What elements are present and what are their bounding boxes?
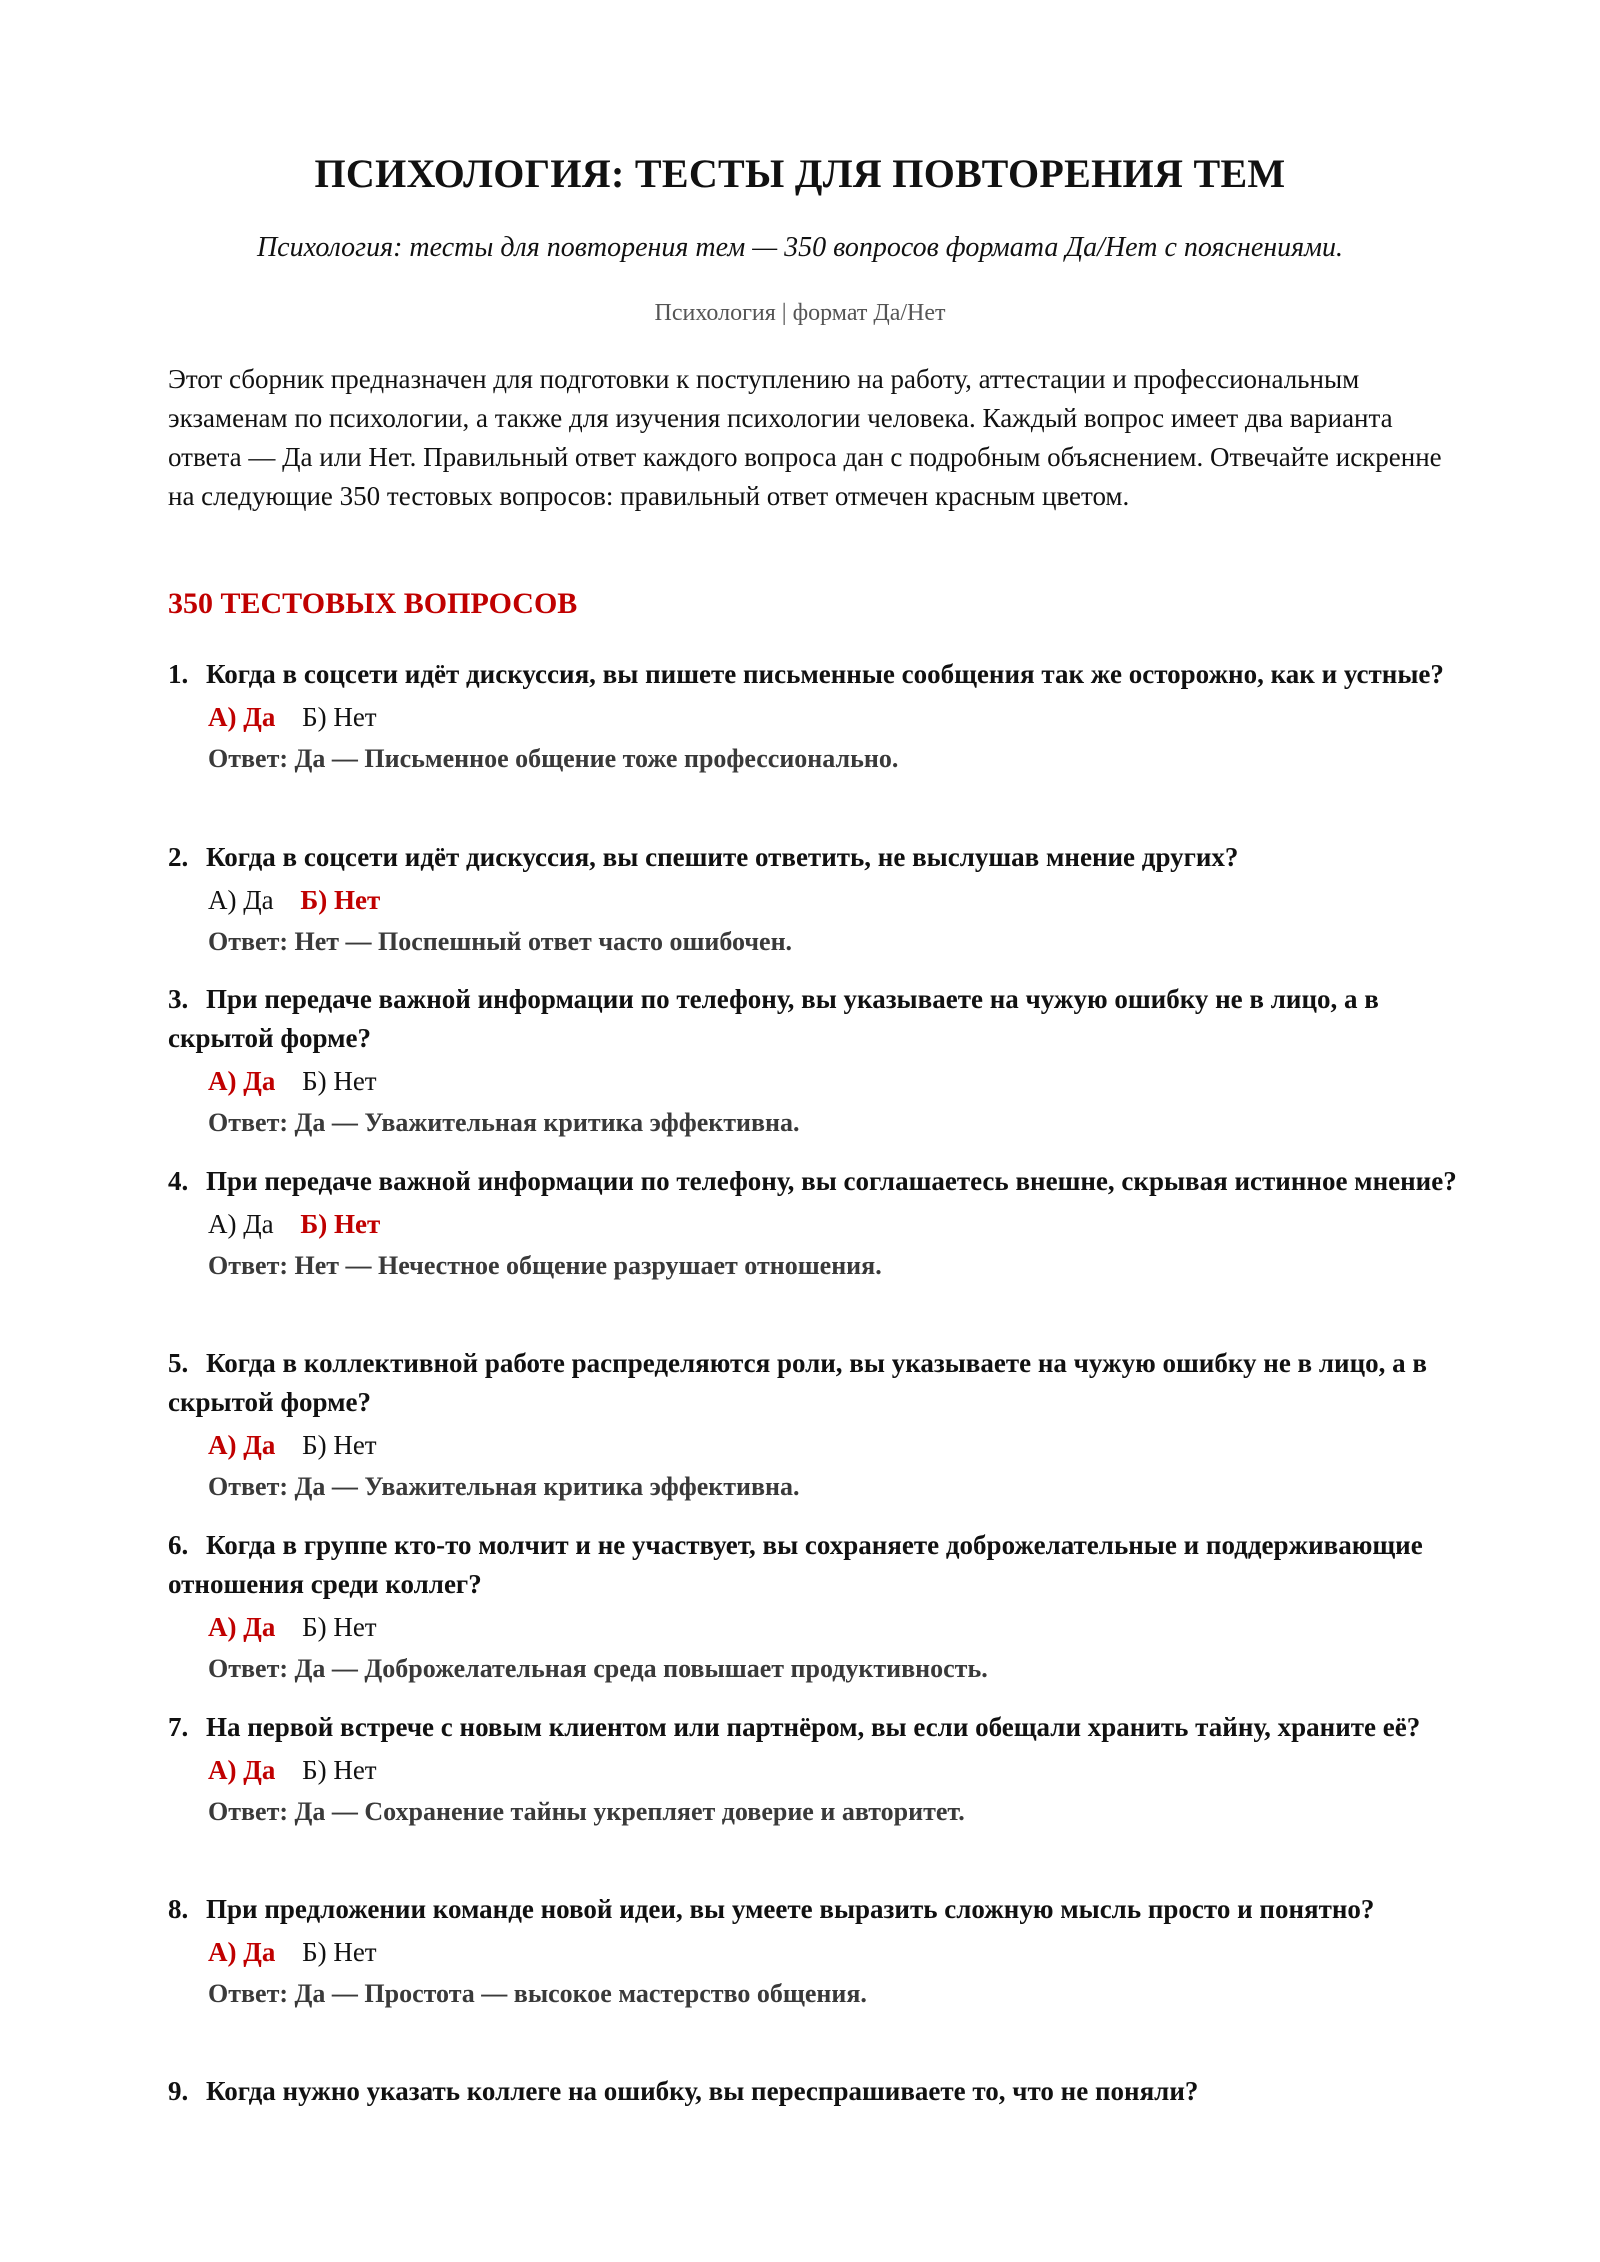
option-a: А) Да [208,1755,276,1785]
question-item [168,1344,1458,1506]
option-a: А) Да [208,885,274,915]
option-a: А) Да [208,1209,274,1239]
answer-explanation: Ответ: Да — Доброжелательная среда повышает продуктивность. [208,1654,988,1683]
question-body: Когда в соцсети идёт дискуссия, вы пишете письменные сообщения так же осторожно, как и устные? [206,659,1444,689]
option-a: А) Да [208,1066,276,1096]
intro-paragraph: Этот сборник предназначен для подготовки к поступлению на работу, аттестации и профессиональным экзаменам по психологии, а также для изучения психологии человека. Каждый вопрос имеет два варианта ответа — Да или Нет. Правильный ответ каждого вопроса дан с подробным объяснением. Отвечайте искренне на следующие 350 тестовых вопросов: правильный ответ отмечен красным цветом. [168,364,1442,511]
question-text [168,1890,1458,1929]
question-text [168,2072,1458,2111]
question-item [168,1526,1458,1688]
question-item [168,838,1458,961]
option-b: Б) Нет [302,1430,377,1460]
answer-options [208,1608,1458,1646]
answer-options [208,698,1458,736]
question-body: Когда нужно указать коллеге на ошибку, вы переспрашиваете то, что не поняли? [206,2076,1199,2106]
question-body: Когда в коллективной работе распределяются роли, вы указываете на чужую ошибку не в лицо, а в скрытой форме? [168,1348,1427,1417]
question-number: 6. [168,1530,189,1560]
option-b: Б) Нет [302,702,377,732]
answer-options [208,1426,1458,1464]
answer-options [208,1751,1458,1789]
question-number: 1. [168,659,189,689]
answer-explanation: Ответ: Да — Уважительная критика эффективна. [208,1472,800,1501]
question-item [168,1162,1458,1285]
answer-explanation: Ответ: Нет — Нечестное общение разрушает отношения. [208,1251,882,1280]
question-text [168,980,1458,1058]
question-number: 2. [168,842,189,872]
question-item [168,655,1458,778]
question-body: Когда в группе кто-то молчит и не участвует, вы сохраняете доброжелательные и поддерживающие отношения среди коллег? [168,1530,1423,1599]
answer-explanation: Ответ: Да — Простота — высокое мастерство общения. [208,1979,867,2008]
answer-explanation: Ответ: Нет — Поспешный ответ часто ошибочен. [208,927,793,956]
answer-explanation: Ответ: Да — Сохранение тайны укрепляет доверие и авторитет. [208,1797,965,1826]
question-body: На первой встрече с новым клиентом или партнёром, вы если обещали хранить тайну, храните её? [206,1712,1421,1742]
answer-explanation: Ответ: Да — Уважительная критика эффективна. [208,1108,800,1137]
question-text [168,1162,1458,1201]
question-number: 3. [168,984,189,1014]
document-subtitle: Психология: тесты для повторения тем — 350 вопросов формата Да/Нет с пояснениями. [256,232,1344,263]
answer-options [208,881,1458,919]
question-text [168,838,1458,877]
question-item [168,1708,1458,1831]
question-text [168,1526,1458,1604]
question-body: Когда в соцсети идёт дискуссия, вы спешите ответить, не выслушав мнение других? [206,842,1239,872]
option-b: Б) Нет [302,1066,377,1096]
option-a: А) Да [208,1612,276,1642]
answer-options [208,1062,1458,1100]
answer-options [208,1933,1458,1971]
answer-explanation: Ответ: Да — Письменное общение тоже профессионально. [208,744,899,773]
option-b: Б) Нет [300,1209,381,1239]
question-item [168,1890,1458,2013]
option-a: А) Да [208,1937,276,1967]
option-a: А) Да [208,1430,276,1460]
question-text [168,1344,1458,1422]
question-number: 5. [168,1348,189,1378]
question-body: При предложении команде новой идеи, вы умеете выразить сложную мысль просто и понятно? [206,1894,1375,1924]
answer-options [208,1205,1458,1243]
document-meta: Психология | формат Да/Нет [654,300,946,326]
option-b: Б) Нет [302,1612,377,1642]
option-b: Б) Нет [302,1937,377,1967]
question-text [168,1708,1458,1747]
option-b: Б) Нет [302,1755,377,1785]
question-number: 8. [168,1894,189,1924]
question-text [168,655,1458,694]
question-item [168,2072,1458,2111]
question-number: 7. [168,1712,189,1742]
question-body: При передаче важной информации по телефону, вы соглашаетесь внешне, скрывая истинное мнение? [206,1166,1457,1196]
document-title: ПСИХОЛОГИЯ: ТЕСТЫ ДЛЯ ПОВТОРЕНИЯ ТЕМ [314,151,1286,196]
option-b: Б) Нет [300,885,381,915]
question-number: 4. [168,1166,189,1196]
section-heading: 350 ТЕСТОВЫХ ВОПРОСОВ [168,587,578,620]
question-body: При передаче важной информации по телефону, вы указываете на чужую ошибку не в лицо, а в скрытой форме? [168,984,1379,1053]
option-a: А) Да [208,702,276,732]
question-item [168,980,1458,1142]
question-number: 9. [168,2076,189,2106]
